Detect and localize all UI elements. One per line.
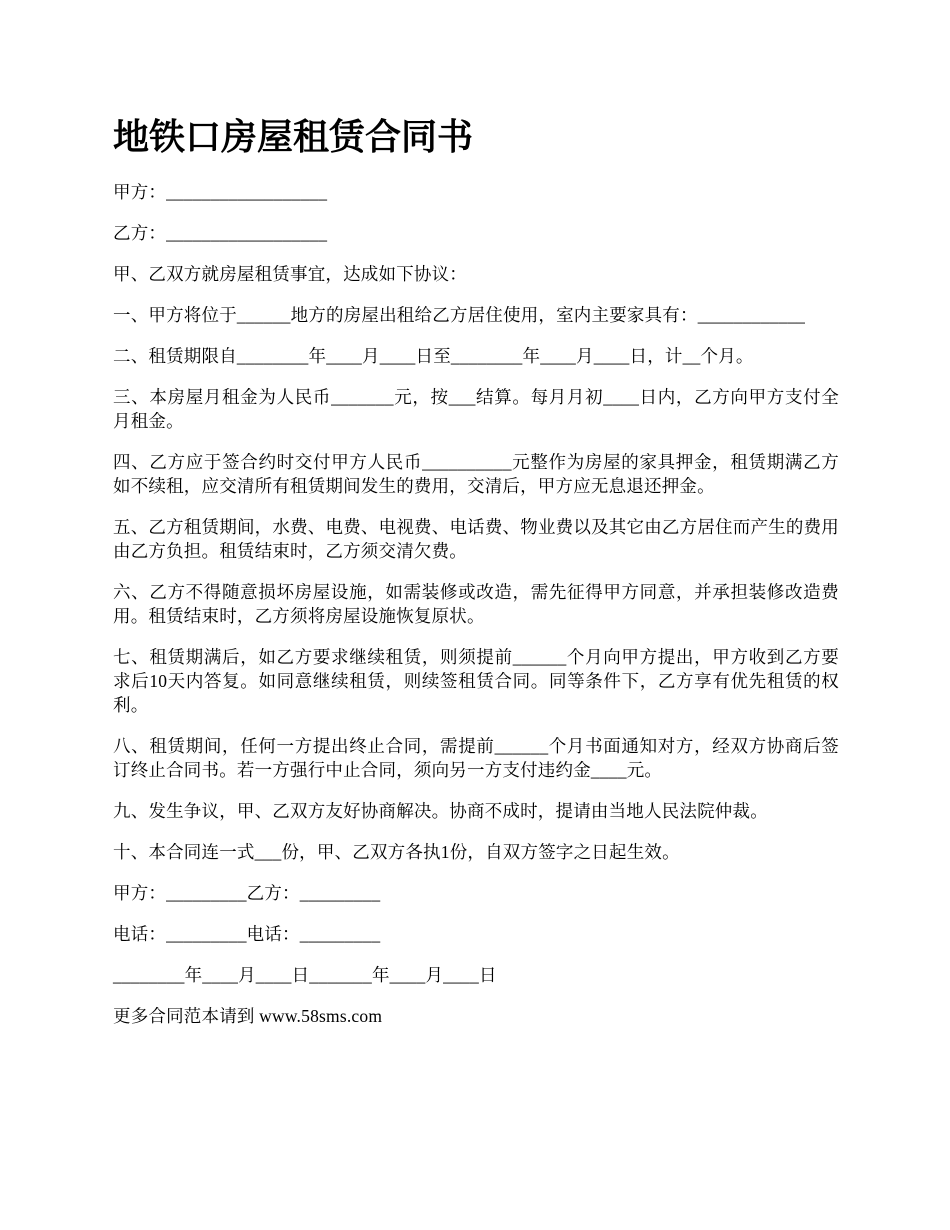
clause-3: 三、本房屋月租金为人民币_______元，按___结算。每月月初____日内，乙方向甲方支付全月租金。 xyxy=(113,387,839,431)
signature-line: 甲方：_________乙方：_________ xyxy=(113,883,381,903)
clause-8: 八、租赁期间，任何一方提出终止合同，需提前______个月书面通知对方，经双方协商后签订终止合同书。若一方强行中止合同，须向另一方支付违约金____元。 xyxy=(113,736,839,780)
contract-page xyxy=(113,112,839,1028)
clause-1: 一、甲方将位于______地方的房屋出租给乙方居住使用，室内主要家具有：____________ xyxy=(113,305,806,325)
clause-2: 二、租赁期限自________年____月____日至________年____月____日，计__个月。 xyxy=(113,346,754,366)
clause-10: 十、本合同连一式___份，甲、乙双方各执1份，自双方签字之日起生效。 xyxy=(113,842,680,862)
date-line: ________年____月____日_______年____月____日 xyxy=(113,965,497,985)
phone-line: 电话：_________电话：_________ xyxy=(113,924,381,944)
document-title: 地铁口房屋租赁合同书 xyxy=(113,116,474,158)
clause-5: 五、乙方租赁期间，水费、电费、电视费、电话费、物业费以及其它由乙方居住而产生的费用由乙方负担。租赁结束时，乙方须交清欠费。 xyxy=(113,517,839,561)
clause-7: 七、租赁期满后，如乙方要求继续租赁，则须提前______个月向甲方提出，甲方收到乙方要求后10天内答复。如同意继续租赁，则续签租赁合同。同等条件下，乙方享有优先租赁的权利。 xyxy=(113,647,839,715)
clause-4: 四、乙方应于签合约时交付甲方人民币__________元整作为房屋的家具押金，租赁期满乙方如不续租，应交清所有租赁期间发生的费用，交清后，甲方应无息退还押金。 xyxy=(113,452,839,496)
agreement-intro: 甲、乙双方就房屋租赁事宜，达成如下协议： xyxy=(113,264,467,284)
clause-6: 六、乙方不得随意损坏房屋设施，如需装修或改造，需先征得甲方同意，并承担装修改造费用。租赁结束时，乙方须将房屋设施恢复原状。 xyxy=(113,582,839,626)
footer-note: 更多合同范本请到 www.58sms.com xyxy=(113,1006,383,1026)
clause-9: 九、发生争议，甲、乙双方友好协商解决。协商不成时，提请由当地人民法院仲裁。 xyxy=(113,801,768,821)
party-b-line: 乙方：__________________ xyxy=(113,223,328,243)
party-a-line: 甲方：__________________ xyxy=(113,182,328,202)
